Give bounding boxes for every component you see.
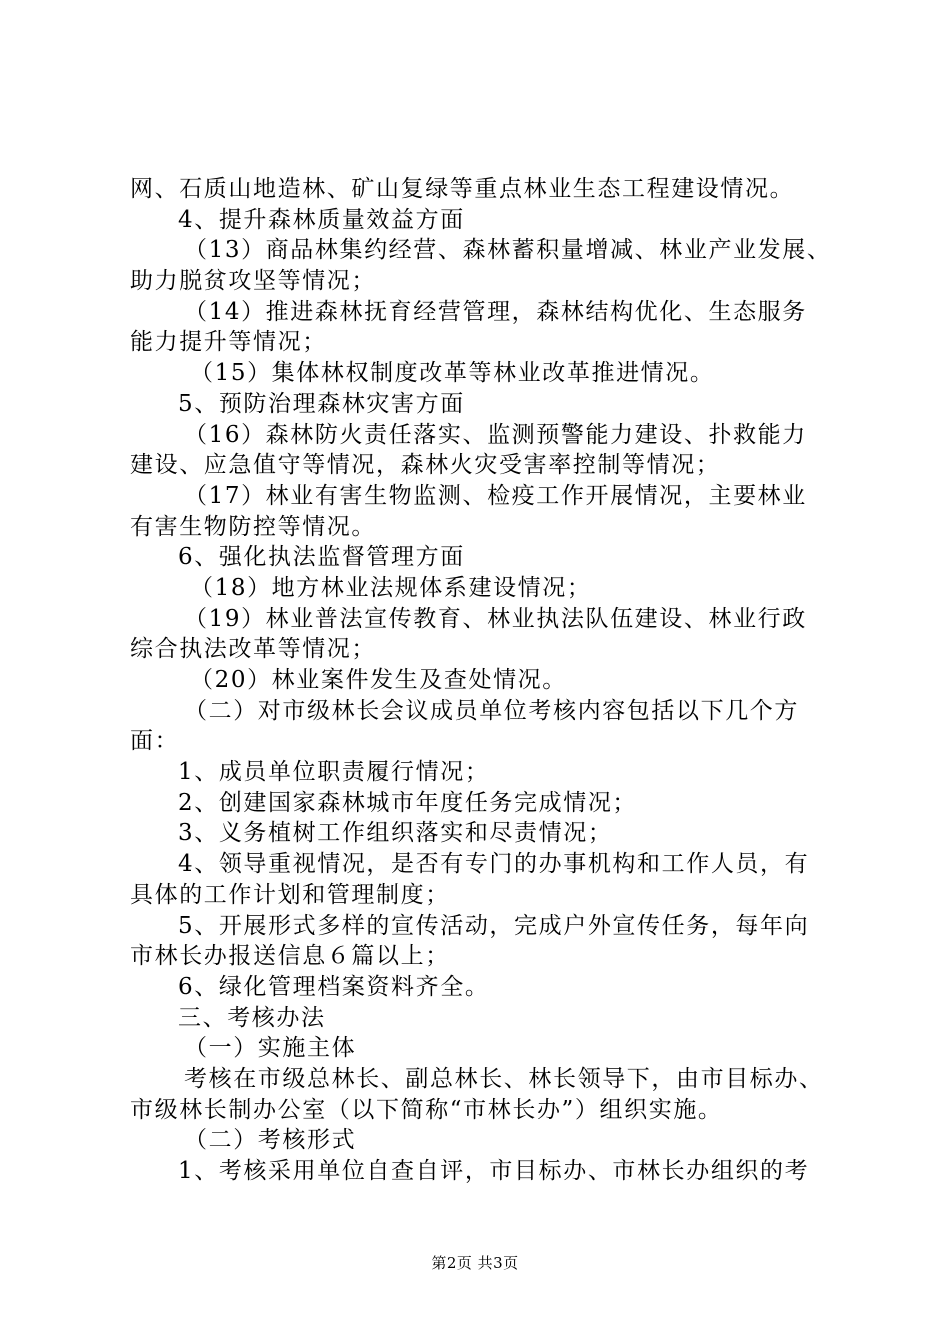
text-line: 4、提升森林质量效益方面: [178, 206, 465, 233]
text-line: 6、强化执法监督管理方面: [178, 544, 465, 571]
text-line: 网、石质山地造林、矿山复绿等重点林业生态工程建设情况。: [130, 176, 795, 202]
text-line: 助力脱贫攻坚等情况；: [130, 268, 376, 295]
text-line: 4、领导重视情况，是否有专门的办事机构和工作人员，有: [178, 851, 810, 878]
text-line: （17）林业有害生物监测、检疫工作开展情况，主要林业: [184, 482, 807, 509]
text-line: （14）推进森林抚育经营管理，森林结构优化、生态服务: [184, 298, 807, 325]
text-line: 有害生物防控等情况。: [130, 513, 376, 540]
document-body: [130, 174, 850, 1187]
text-line: 6、绿化管理档案资料齐全。: [178, 973, 490, 1000]
text-line: （15）集体林权制度改革等林业改革推进情况。: [190, 360, 715, 387]
text-line: （20）林业案件发生及查处情况。: [190, 667, 567, 693]
text-line: （二）考核形式: [184, 1127, 357, 1154]
text-line: 市级林长制办公室（以下简称“市林长办”）组织实施。: [130, 1096, 723, 1123]
page-footer: 第2页 共3页: [431, 1254, 519, 1272]
text-line: 综合执法改革等情况；: [130, 636, 376, 663]
text-line: （13）商品林集约经营、森林蓄积量增减、林业产业发展、: [184, 237, 832, 264]
text-line: 三、考核办法: [178, 1004, 326, 1031]
text-line: （一）实施主体: [184, 1035, 357, 1062]
text-line: 面：: [130, 728, 180, 755]
text-line: 5、开展形式多样的宣传活动，完成户外宣传任务，每年向: [178, 912, 810, 939]
text-line: （16）森林防火责任落实、监测预警能力建设、扑救能力: [184, 421, 807, 448]
text-line: 市林长办报送信息６篇以上；: [130, 943, 450, 970]
text-line: 5、预防治理森林灾害方面: [178, 390, 465, 417]
text-line: 能力提升等情况；: [130, 329, 327, 356]
text-line: 建设、应急值守等情况，森林火灾受害率控制等情况；: [130, 452, 721, 479]
text-line: （18）地方林业法规体系建设情况；: [190, 574, 592, 601]
text-line: （二）对市级林长会议成员单位考核内容包括以下几个方: [184, 697, 799, 724]
text-line: 3、义务植树工作组织落实和尽责情况；: [178, 820, 613, 847]
text-line: 考核在市级总林长、副总林长、林长领导下，由市目标办、: [184, 1065, 824, 1092]
text-line: 具体的工作计划和管理制度；: [130, 881, 450, 908]
text-line: 1、考核采用单位自查自评，市目标办、市林长办组织的考: [178, 1158, 810, 1184]
text-line: 2、创建国家森林城市年度任务完成情况；: [178, 789, 638, 816]
text-line: （19）林业普法宣传教育、林业执法队伍建设、林业行政: [184, 605, 807, 632]
text-line: 1、成员单位职责履行情况；: [178, 759, 490, 786]
